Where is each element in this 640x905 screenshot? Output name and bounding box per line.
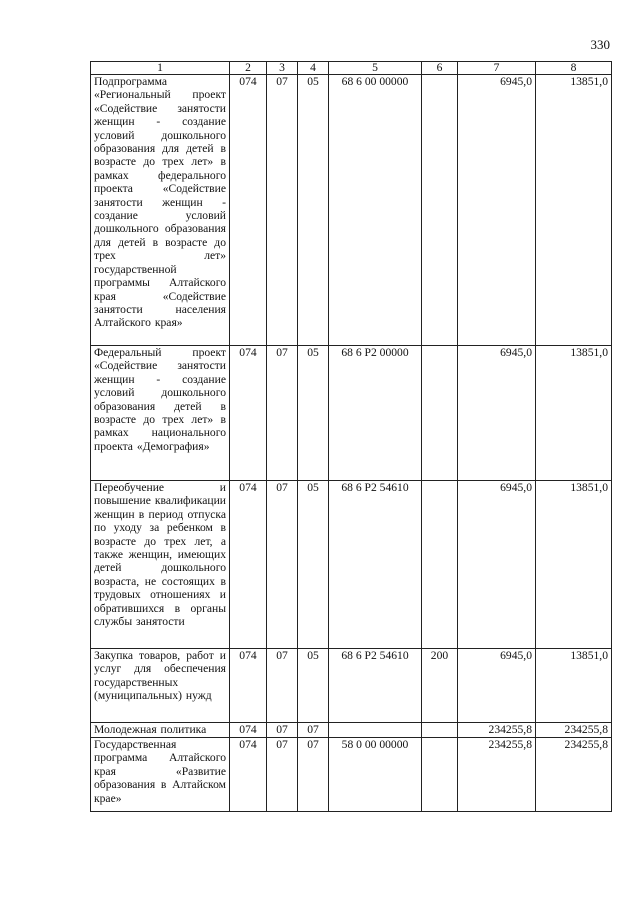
column-header: 4 [298,62,329,75]
column-header: 7 [458,62,536,75]
table-row [91,346,612,481]
cell-rz: 07 [267,723,298,738]
cell-rz: 07 [267,481,298,649]
cell-ved: 074 [230,75,267,346]
cell-rz: 07 [267,75,298,346]
table-row [91,738,612,812]
cell-sum-1: 234255,8 [458,738,536,812]
cell-vr [422,75,458,346]
table-row [91,723,612,738]
cell-csr: 68 6 P2 00000 [329,346,422,481]
column-header: 5 [329,62,422,75]
cell-sum-2: 13851,0 [536,649,612,723]
cell-rz: 07 [267,346,298,481]
table-row [91,481,612,649]
cell-vr [422,481,458,649]
cell-csr: 58 0 00 00000 [329,738,422,812]
cell-csr: 68 6 P2 54610 [329,481,422,649]
cell-sum-2: 13851,0 [536,75,612,346]
table-row [91,75,612,346]
cell-sum-1: 6945,0 [458,346,536,481]
cell-pr: 05 [298,75,329,346]
cell-sum-1: 6945,0 [458,75,536,346]
cell-pr: 07 [298,723,329,738]
header-row [91,62,612,75]
row-name: Переобучение и повышение квалификации женщин в период отпуска по уходу за ребенком в возрасте до трех лет, а также женщин, имеющих детей дошкольного возраста, не состоящих в трудовых отношениях и обратившихся в органы службы занятости [91,481,230,649]
column-header: 1 [91,62,230,75]
cell-csr: 68 6 00 00000 [329,75,422,346]
cell-csr: 68 6 P2 54610 [329,649,422,723]
cell-sum-1: 6945,0 [458,481,536,649]
budget-table [90,61,612,812]
row-name: Федеральный проект «Содействие занятости женщин - создание условий дошкольного образования детей в возрасте до трех лет» в рамках национального проекта «Демография» [91,346,230,481]
column-header: 6 [422,62,458,75]
cell-pr: 07 [298,738,329,812]
row-name: Подпрограмма «Региональный проект «Содействие занятости женщин - создание условий дошкольного образования для детей в возрасте до трех лет» в рамках федерального проекта «Содействие занятости женщин - создание условий дошкольного образования для детей в возрасте до трех лет» государственной программы Алтайского края «Содействие занятости населения Алтайского края» [91,75,230,346]
cell-sum-2: 13851,0 [536,481,612,649]
column-header: 3 [267,62,298,75]
cell-sum-2: 234255,8 [536,723,612,738]
cell-vr: 200 [422,649,458,723]
page-number: 330 [590,37,610,52]
cell-sum-2: 13851,0 [536,346,612,481]
column-header: 8 [536,62,612,75]
cell-sum-1: 6945,0 [458,649,536,723]
row-name: Закупка товаров, работ и услуг для обеспечения государственных (муниципальных) нужд [91,649,230,723]
cell-rz: 07 [267,649,298,723]
table-row [91,649,612,723]
cell-vr [422,738,458,812]
row-name: Молодежная политика [91,723,230,738]
cell-pr: 05 [298,481,329,649]
cell-vr [422,723,458,738]
cell-vr [422,346,458,481]
row-name: Государственная программа Алтайского края «Развитие образования в Алтайском крае» [91,738,230,812]
cell-csr [329,723,422,738]
cell-pr: 05 [298,346,329,481]
cell-ved: 074 [230,481,267,649]
cell-ved: 074 [230,649,267,723]
column-header: 2 [230,62,267,75]
cell-ved: 074 [230,723,267,738]
cell-rz: 07 [267,738,298,812]
cell-pr: 05 [298,649,329,723]
cell-sum-2: 234255,8 [536,738,612,812]
cell-sum-1: 234255,8 [458,723,536,738]
cell-ved: 074 [230,346,267,481]
cell-ved: 074 [230,738,267,812]
